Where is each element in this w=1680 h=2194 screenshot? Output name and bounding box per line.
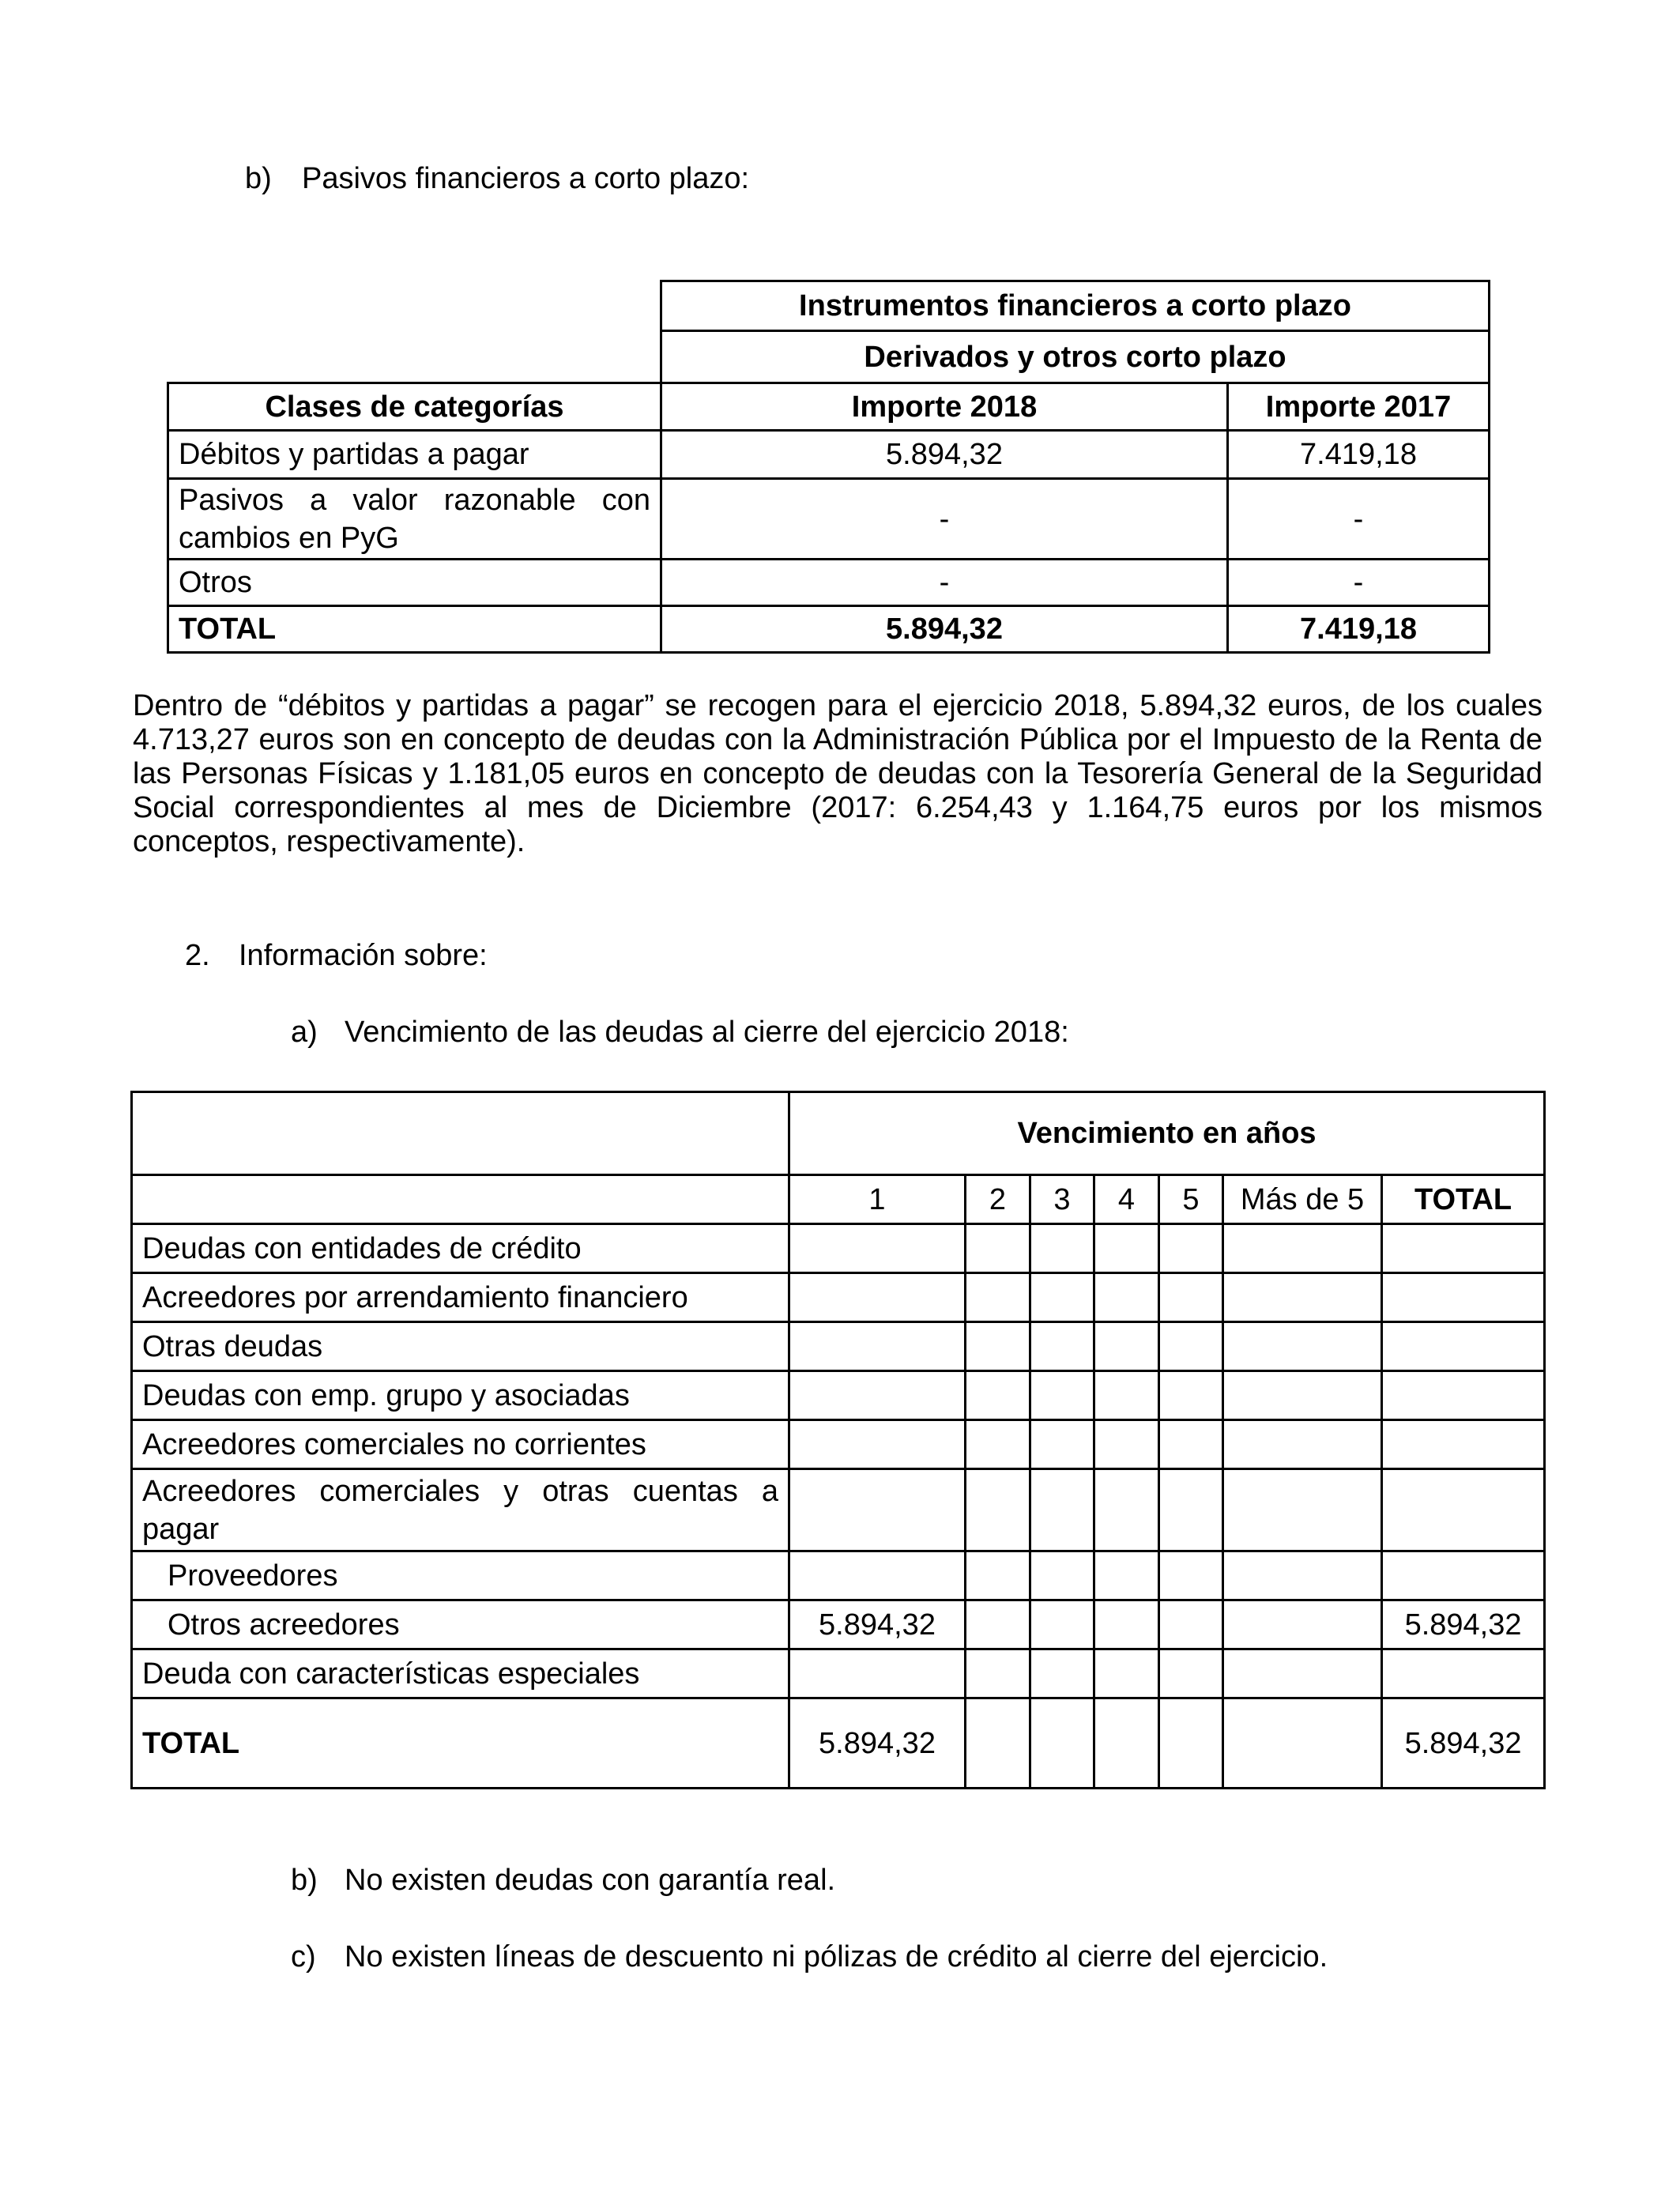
cell-2 (966, 1698, 1030, 1789)
cell-1 (789, 1224, 966, 1273)
cell-2 (966, 1224, 1030, 1273)
cell-más-de-5 (1223, 1698, 1382, 1789)
cell-más-de-5 (1223, 1322, 1382, 1371)
cell-2 (966, 1551, 1030, 1600)
table-row (168, 560, 1490, 606)
cell-3 (1030, 1322, 1094, 1371)
row-label-line1: Acreedores comerciales y otras cuentas a (142, 1474, 778, 1508)
cell-5 (1159, 1698, 1223, 1789)
table1-col-label: Clases de categorías (168, 383, 661, 431)
table-row (132, 1469, 1545, 1551)
cell-más-de-5 (1223, 1469, 1382, 1551)
row-label: TOTAL (168, 606, 661, 653)
cell-4 (1094, 1698, 1159, 1789)
col-year-2: 2 (966, 1175, 1030, 1224)
table2-corner-2 (132, 1175, 789, 1224)
cell-más-de-5 (1223, 1420, 1382, 1469)
table-row-total (132, 1698, 1545, 1789)
table-row (132, 1224, 1545, 1273)
row-label: Otros acreedores (132, 1600, 789, 1649)
cell-total (1382, 1469, 1545, 1551)
cell-5 (1159, 1371, 1223, 1420)
cell-2 (966, 1322, 1030, 1371)
cell-2 (966, 1273, 1030, 1322)
cell-más-de-5 (1223, 1551, 1382, 1600)
cell-total (1382, 1551, 1545, 1600)
cell-2017: - (1228, 479, 1490, 560)
cell-5 (1159, 1224, 1223, 1273)
col-year-3: 3 (1030, 1175, 1094, 1224)
cell-total (1382, 1649, 1545, 1698)
debts-paragraph: Dentro de “débitos y partidas a pagar” se recogen para el ejercicio 2018, 5.894,32 euros, de los cuales 4.713,27 euros son en concepto de deudas con la Administración Pública por el Impuesto de la Renta de las Personas Físicas y 1.181,05 euros en concepto de deudas con la Tesorería General de la Seguridad Social correspondientes al mes de Diciembre (2017: 6.254,43 y 1.164,75 euros por los mismos conceptos, respectivamente). (133, 689, 1543, 858)
row-label: TOTAL (132, 1698, 789, 1789)
col-more-than-5: Más de 5 (1223, 1175, 1382, 1224)
cell-4 (1094, 1649, 1159, 1698)
cell-más-de-5 (1223, 1224, 1382, 1273)
row-label: Débitos y partidas a pagar (168, 431, 661, 479)
section-2b-text: No existen deudas con garantía real. (345, 1864, 836, 1897)
row-label: Acreedores por arrendamiento financiero (132, 1273, 789, 1322)
table-row (132, 1420, 1545, 1469)
cell-2018: 5.894,32 (661, 431, 1228, 479)
cell-4 (1094, 1224, 1159, 1273)
table-row (168, 479, 1490, 560)
cell-2018: - (661, 479, 1228, 560)
table-row (132, 1273, 1545, 1322)
cell-2018: - (661, 560, 1228, 606)
cell-4 (1094, 1551, 1159, 1600)
table2-header-group: Vencimiento en años (789, 1092, 1545, 1175)
cell-2 (966, 1420, 1030, 1469)
cell-2017: 7.419,18 (1228, 431, 1490, 479)
col-year-5: 5 (1159, 1175, 1223, 1224)
table1-col-2018: Importe 2018 (661, 383, 1228, 431)
cell-2017: - (1228, 560, 1490, 606)
cell-3 (1030, 1420, 1094, 1469)
cell-2 (966, 1371, 1030, 1420)
cell-total (1382, 1420, 1545, 1469)
cell-4 (1094, 1322, 1159, 1371)
cell-4 (1094, 1273, 1159, 1322)
table-row (168, 431, 1490, 479)
cell-1 (789, 1551, 966, 1600)
short-term-liabilities-table (167, 280, 1490, 654)
section-2a-heading (291, 1016, 1069, 1050)
debt-maturity-table (130, 1091, 1546, 1789)
cell-2017: 7.419,18 (1228, 606, 1490, 653)
cell-4 (1094, 1600, 1159, 1649)
col-year-1: 1 (789, 1175, 966, 1224)
cell-1 (789, 1273, 966, 1322)
cell-5 (1159, 1600, 1223, 1649)
table-row (132, 1649, 1545, 1698)
section-2a-marker: a) (291, 1016, 318, 1049)
row-label-line1: Pasivos a valor razonable con (179, 483, 650, 517)
cell-2 (966, 1600, 1030, 1649)
row-label (132, 1469, 789, 1551)
cell-3 (1030, 1649, 1094, 1698)
cell-total (1382, 1273, 1545, 1322)
table-row (132, 1371, 1545, 1420)
cell-3 (1030, 1273, 1094, 1322)
cell-3 (1030, 1224, 1094, 1273)
section-2c-marker: c) (291, 1940, 316, 1973)
section-2-marker: 2. (185, 939, 210, 972)
row-label: Deudas con entidades de crédito (132, 1224, 789, 1273)
table1-corner-empty-2 (168, 331, 661, 383)
cell-1 (789, 1322, 966, 1371)
col-total: TOTAL (1382, 1175, 1545, 1224)
cell-más-de-5 (1223, 1273, 1382, 1322)
section-2b (291, 1864, 835, 1898)
table1-header-sub: Derivados y otros corto plazo (661, 331, 1490, 383)
cell-1 (789, 1371, 966, 1420)
table2-corner (132, 1092, 789, 1175)
row-label: Deudas con emp. grupo y asociadas (132, 1371, 789, 1420)
section-2a-title: Vencimiento de las deudas al cierre del ejercicio 2018: (345, 1016, 1069, 1049)
cell-5 (1159, 1649, 1223, 1698)
table1-header-group: Instrumentos financieros a corto plazo (661, 281, 1490, 331)
cell-1 (789, 1649, 966, 1698)
cell-total (1382, 1371, 1545, 1420)
row-label: Otras deudas (132, 1322, 789, 1371)
row-label-line2: pagar (142, 1512, 220, 1546)
row-label: Deuda con características especiales (132, 1649, 789, 1698)
cell-4 (1094, 1420, 1159, 1469)
table-row (132, 1322, 1545, 1371)
section-b-title: Pasivos financieros a corto plazo: (302, 162, 750, 195)
cell-total (1382, 1322, 1545, 1371)
cell-4 (1094, 1371, 1159, 1420)
section-2c-text: No existen líneas de descuento ni pólizas de crédito al cierre del ejercicio. (345, 1940, 1328, 1973)
cell-4 (1094, 1469, 1159, 1551)
cell-2 (966, 1649, 1030, 1698)
row-label (168, 479, 661, 560)
section-2-title: Información sobre: (239, 939, 488, 972)
cell-5 (1159, 1273, 1223, 1322)
row-label: Otros (168, 560, 661, 606)
cell-1 (789, 1469, 966, 1551)
table1-col-2017: Importe 2017 (1228, 383, 1490, 431)
row-label-line2: cambios en PyG (179, 521, 399, 555)
cell-3 (1030, 1371, 1094, 1420)
cell-1: 5.894,32 (789, 1698, 966, 1789)
cell-1 (789, 1420, 966, 1469)
cell-más-de-5 (1223, 1649, 1382, 1698)
section-2-heading (185, 939, 488, 973)
table-row-total (168, 606, 1490, 653)
cell-1: 5.894,32 (789, 1600, 966, 1649)
cell-total: 5.894,32 (1382, 1600, 1545, 1649)
cell-3 (1030, 1600, 1094, 1649)
cell-5 (1159, 1420, 1223, 1469)
cell-total (1382, 1224, 1545, 1273)
cell-más-de-5 (1223, 1371, 1382, 1420)
row-label: Acreedores comerciales no corrientes (132, 1420, 789, 1469)
table-row (132, 1600, 1545, 1649)
table1-corner-empty (168, 281, 661, 331)
row-label: Proveedores (132, 1551, 789, 1600)
section-2c (291, 1940, 1328, 1974)
cell-total: 5.894,32 (1382, 1698, 1545, 1789)
cell-2018: 5.894,32 (661, 606, 1228, 653)
cell-5 (1159, 1469, 1223, 1551)
table2-column-headers (132, 1175, 1545, 1224)
cell-más-de-5 (1223, 1600, 1382, 1649)
cell-3 (1030, 1469, 1094, 1551)
section-2b-marker: b) (291, 1864, 318, 1897)
table-row (132, 1551, 1545, 1600)
cell-5 (1159, 1322, 1223, 1371)
section-b-heading (245, 162, 749, 196)
cell-5 (1159, 1551, 1223, 1600)
cell-3 (1030, 1698, 1094, 1789)
col-year-4: 4 (1094, 1175, 1159, 1224)
section-b-marker: b) (245, 162, 272, 195)
cell-2 (966, 1469, 1030, 1551)
cell-3 (1030, 1551, 1094, 1600)
